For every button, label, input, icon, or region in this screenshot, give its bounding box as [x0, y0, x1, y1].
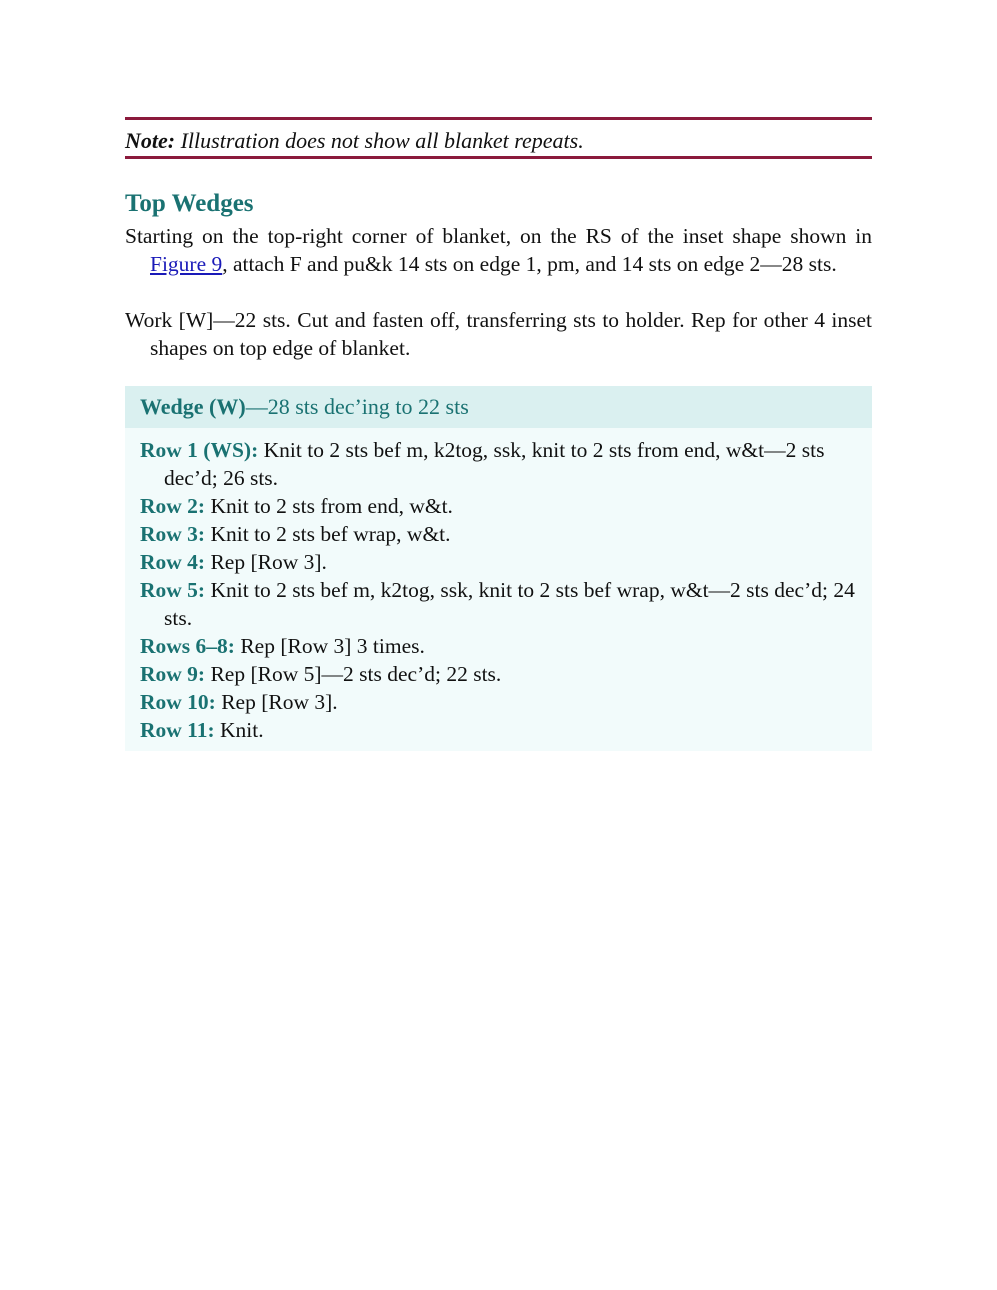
wedge-header: [125, 386, 872, 428]
row-text: Rep [Row 3].: [215, 690, 338, 714]
instruction-paragraph-2: Work [W]—22 sts. Cut and fasten off, transferring sts to holder. Rep for other 4 inset shapes on top edge of blanket.: [125, 308, 872, 360]
section-heading: Top Wedges: [125, 190, 254, 217]
note-box: [125, 117, 872, 159]
wedge-subtitle: —28 sts dec’ing to 22 sts: [245, 394, 469, 419]
row-text: Rep [Row 5]—2 sts dec’d; 22 sts.: [205, 662, 502, 686]
note-text: [125, 128, 584, 154]
row-item: [140, 632, 862, 660]
wedge-pattern-box: [125, 386, 872, 751]
row-text: Knit.: [214, 718, 264, 742]
row-list: [140, 436, 862, 744]
wedge-title: Wedge (W): [140, 394, 246, 419]
row-label: Row 10:: [140, 690, 216, 714]
row-label: Row 11:: [140, 718, 215, 742]
row-label: Rows 6–8:: [140, 634, 235, 658]
row-text: Knit to 2 sts from end, w&t.: [205, 494, 453, 518]
note-label: Note:: [125, 128, 176, 153]
paragraph-text: , attach F and pu&k 14 sts on edge 1, pm, and 14 sts on edge 2—28 sts.: [222, 252, 837, 276]
row-item: [140, 520, 862, 548]
row-item: [140, 576, 862, 632]
row-item: [140, 492, 862, 520]
paragraph-text: Starting on the top-right corner of blanket, on the RS of the inset shape shown in: [125, 224, 872, 248]
row-item: [140, 716, 862, 744]
row-text: Knit to 2 sts bef m, k2tog, ssk, knit to 2 sts bef wrap, w&t—2 sts dec’d; 24 sts.: [164, 578, 855, 630]
row-label: Row 9:: [140, 662, 206, 686]
row-item: [140, 660, 862, 688]
row-label: Row 3:: [140, 522, 206, 546]
row-label: Row 5:: [140, 578, 206, 602]
row-item: [140, 548, 862, 576]
row-label: Row 2:: [140, 494, 206, 518]
row-item: [140, 688, 862, 716]
figure-link[interactable]: Figure 9: [150, 252, 223, 276]
note-body: Illustration does not show all blanket repeats.: [175, 128, 584, 153]
instruction-paragraph-1: [125, 222, 872, 278]
row-text: Knit to 2 sts bef m, k2tog, ssk, knit to 2 sts from end, w&t—2 sts dec’d; 26 sts.: [164, 438, 825, 490]
row-text: Rep [Row 3] 3 times.: [234, 634, 425, 658]
row-text: Rep [Row 3].: [205, 550, 327, 574]
row-label: Row 1 (WS):: [140, 438, 259, 462]
row-item: [140, 436, 862, 492]
row-text: Knit to 2 sts bef wrap, w&t.: [205, 522, 451, 546]
row-label: Row 4:: [140, 550, 206, 574]
